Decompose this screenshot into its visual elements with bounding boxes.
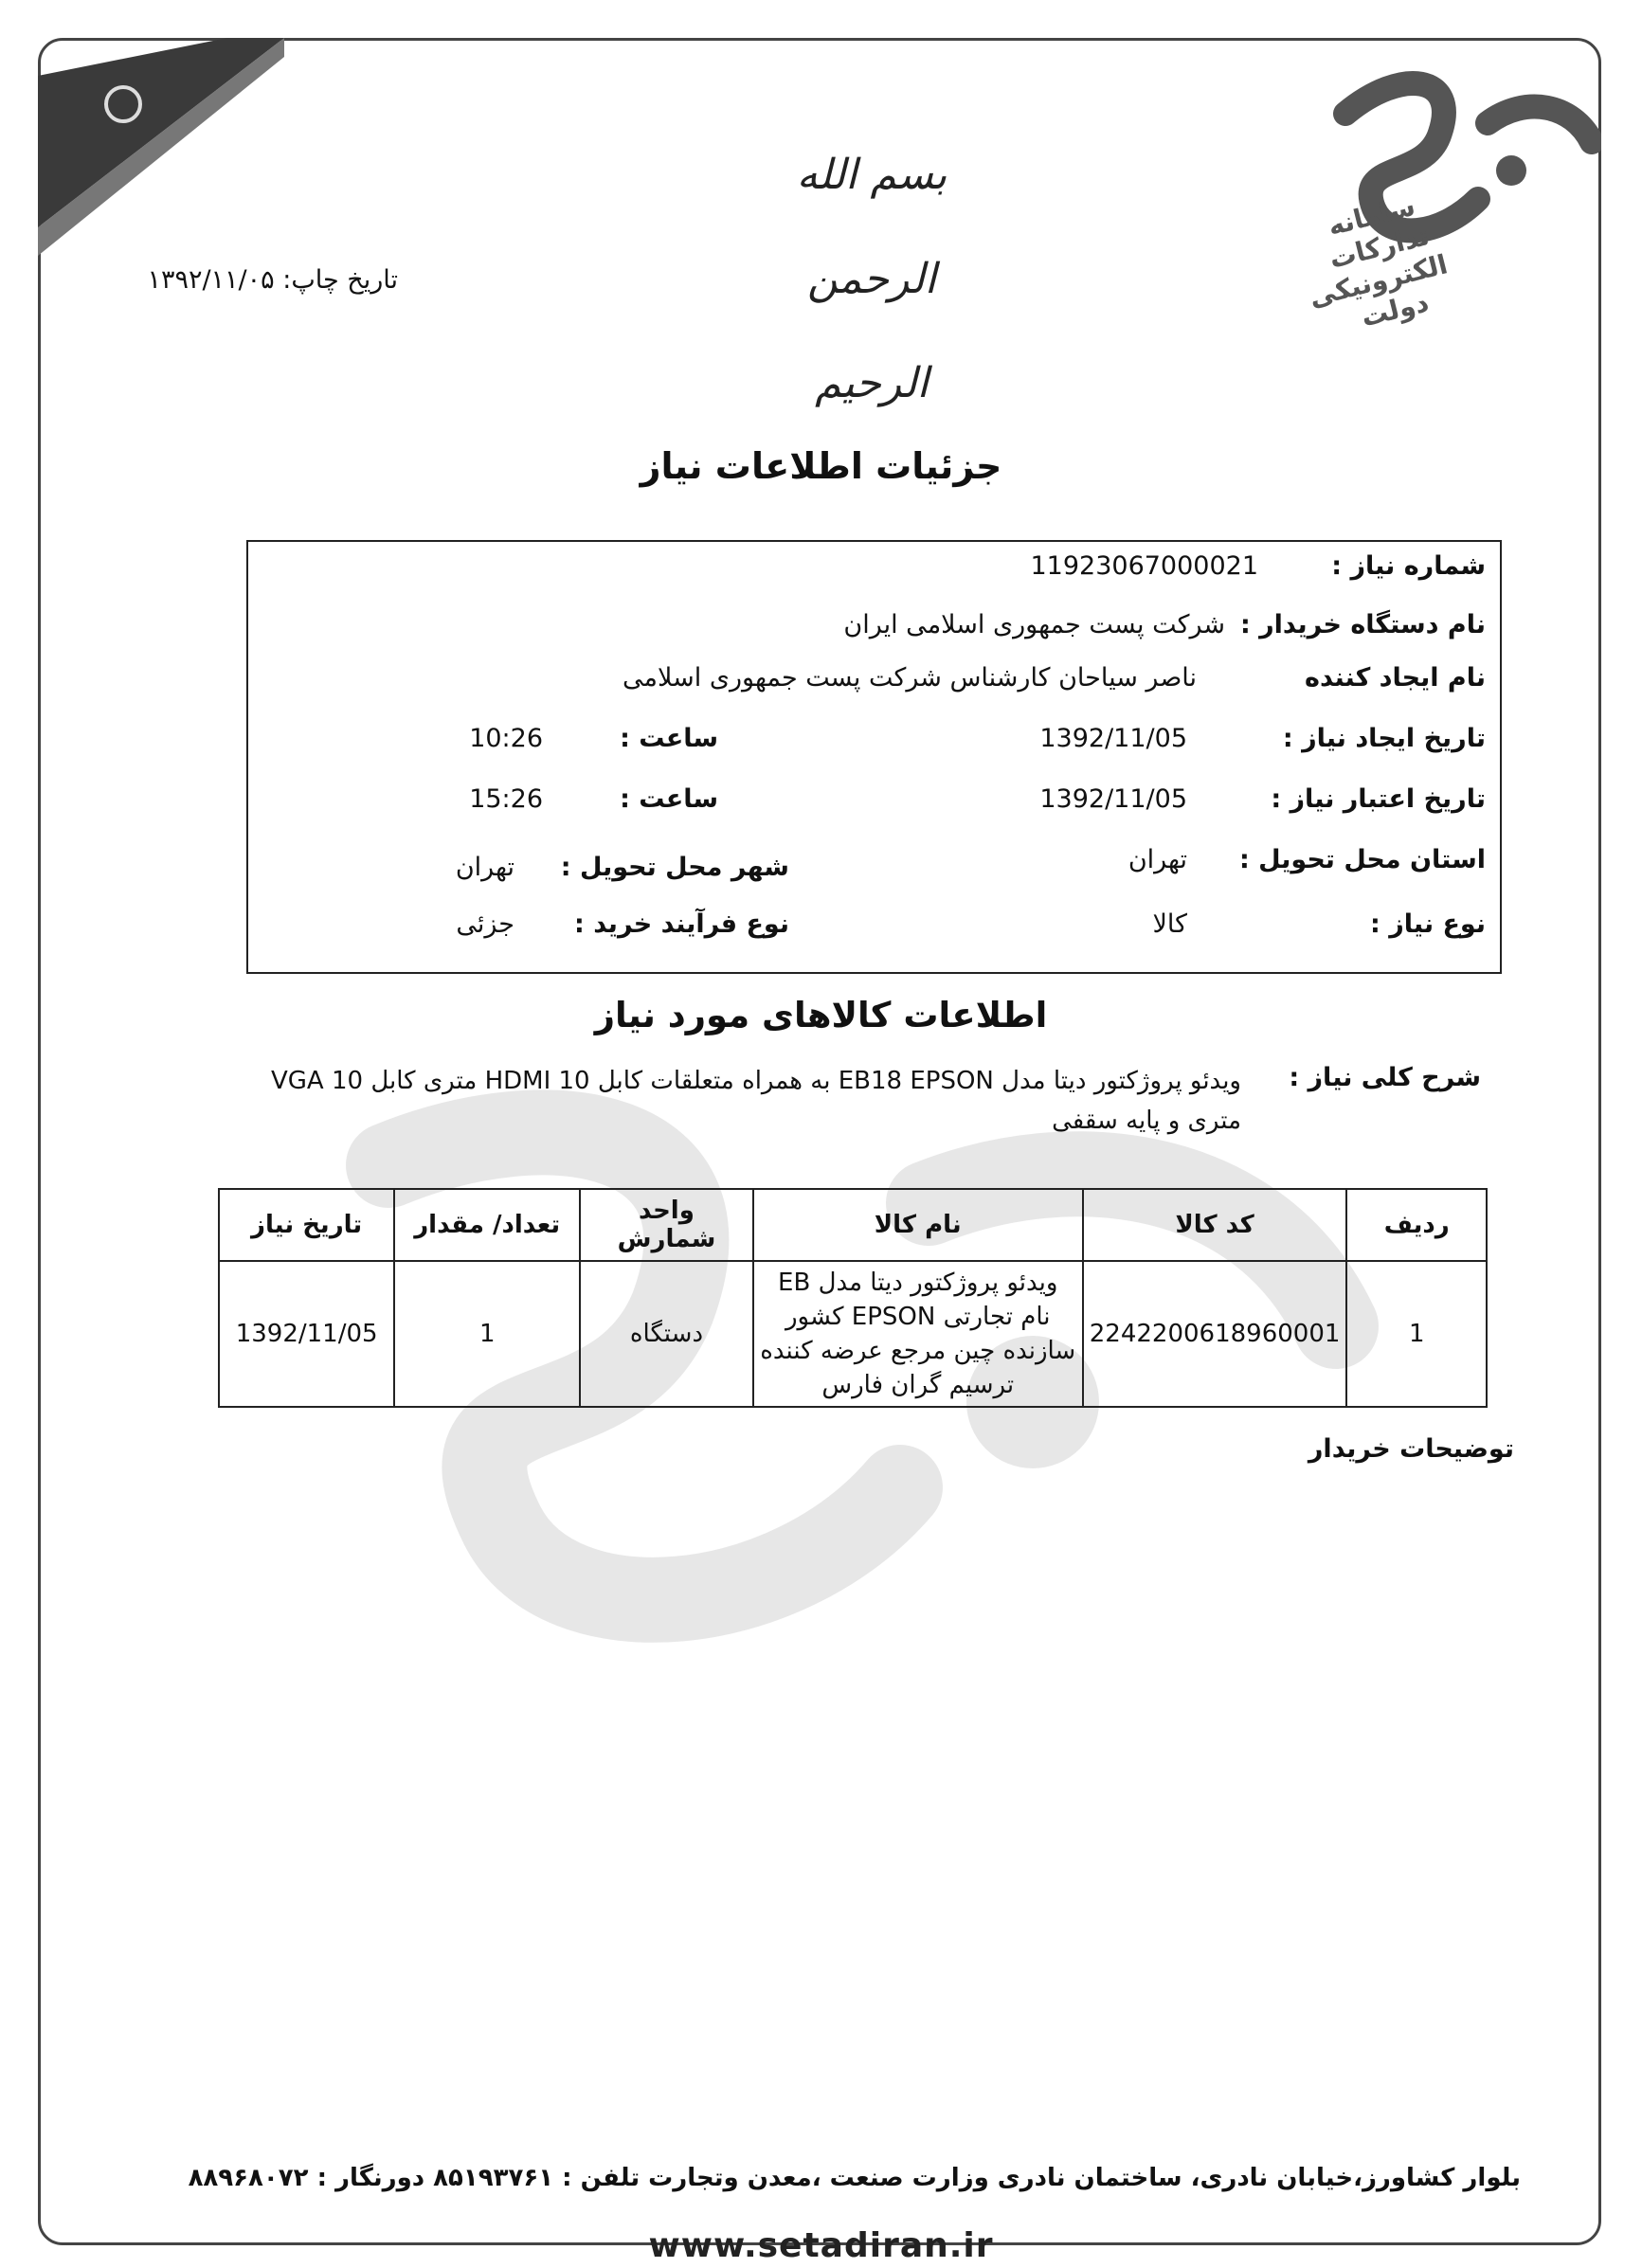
table-header-row (219, 1189, 1487, 1261)
page-title: جزئیات اطلاعات نیاز (640, 445, 1002, 487)
cell-item-name: ویدئو پروژکتور دیتا مدل EB نام تجارتی EPSON کشور سازنده چین مرجع عرضه کننده ترسیم گران فارس (753, 1261, 1083, 1407)
create-date: 1392/11/05 (1039, 724, 1187, 753)
need-type-label: نوع نیاز : (1370, 909, 1486, 939)
need-type: کالا (1152, 909, 1187, 939)
col-header-quantity: تعداد/ مقدار (394, 1189, 580, 1261)
create-date-label: تاریخ ایجاد نیاز : (1282, 724, 1486, 753)
need-details-box (246, 540, 1502, 974)
valid-date-label: تاریخ اعتبار نیاز : (1271, 784, 1486, 814)
process-label: نوع فرآیند خرید : (574, 909, 789, 939)
city-label: شهر محل تحویل : (560, 853, 789, 882)
need-number: 11923067000021 (1030, 551, 1258, 581)
cell-row-number: 1 (1346, 1261, 1487, 1407)
creator: ناصر سیاحان کارشناس شرکت پست جمهوری اسلامی (623, 663, 1197, 693)
valid-date: 1392/11/05 (1039, 784, 1187, 814)
goods-section-title: اطلاعات کالاهای مورد نیاز (594, 995, 1048, 1035)
buyer-org: شرکت پست جمهوری اسلامی ایران (843, 610, 1225, 639)
footer-address: بلوار کشاورز،خیابان نادری، ساختمان نادری وزارت صنعت ،معدن وتجارت تلفن : ۸۵۱۹۳۷۶۱ دورنگار : ۸۸۹۶۸۰۷۲ (188, 2164, 1521, 2192)
general-desc: ویدئو پروژکتور دیتا مدل EB18 EPSON به همراه متعلقات کابل HDMI 10 متری کابل VGA 10 متری و پایه سقفی (270, 1067, 1241, 1135)
footer-website: www.setadiran.ir (648, 2226, 994, 2265)
col-header-unit: واحد شمارش (580, 1189, 753, 1261)
need-number-label: شماره نیاز : (1331, 551, 1486, 581)
buyer-notes-label: توضیحات خریدار (1308, 1434, 1514, 1464)
logo-text: سامانه تدارکات الکترونیکی دولت (1306, 189, 1452, 333)
valid-time: 15:26 (469, 784, 543, 814)
col-header-row-number: ردیف (1346, 1189, 1487, 1261)
province: تهران (1128, 845, 1187, 874)
col-header-need-date: تاریخ نیاز (219, 1189, 394, 1261)
cell-unit: دستگاه (580, 1261, 753, 1407)
create-time: 10:26 (469, 724, 543, 753)
province-label: استان محل تحویل : (1238, 845, 1486, 874)
emblem-band (38, 38, 284, 265)
creator-label: نام ایجاد کننده (1305, 663, 1486, 693)
create-time-label: ساعت : (620, 724, 718, 753)
col-header-item-name: نام کالا (753, 1189, 1083, 1261)
buyer-org-label: نام دستگاه خریدار : (1239, 610, 1486, 639)
table-row (219, 1261, 1487, 1407)
general-desc-label: شرح کلی نیاز : (1289, 1063, 1481, 1092)
cell-item-code: 2242200618960001 (1083, 1261, 1347, 1407)
valid-time-label: ساعت : (620, 784, 718, 814)
cell-quantity: 1 (394, 1261, 580, 1407)
process: جزئی (456, 909, 514, 939)
city: تهران (455, 853, 514, 882)
cell-need-date: 1392/11/05 (219, 1261, 394, 1407)
print-date: تاریخ چاپ: ۱۳۹۲/۱۱/۰۵ (147, 265, 398, 295)
col-header-item-code: کد کالا (1083, 1189, 1347, 1261)
goods-table (218, 1188, 1488, 1408)
basmala: بسم الله الرحمن الرحیم (796, 151, 947, 407)
